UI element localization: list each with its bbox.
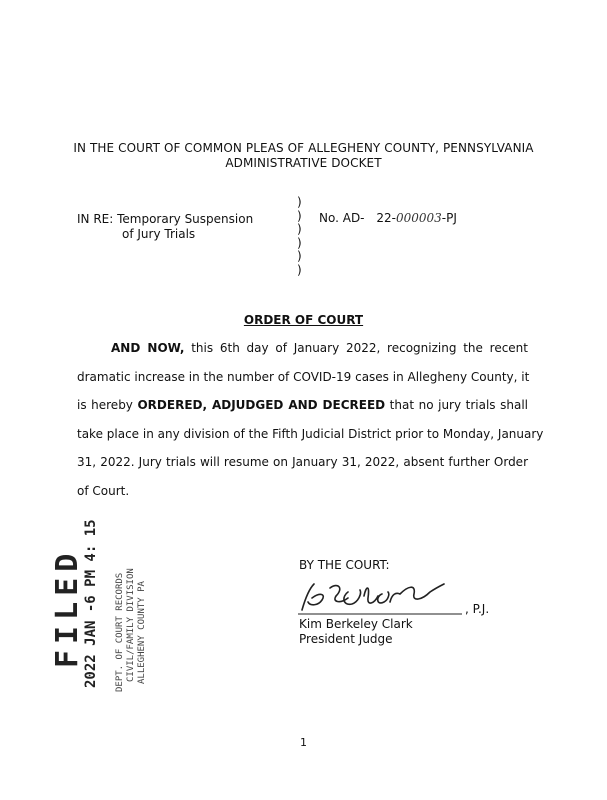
judge-signature	[292, 574, 477, 618]
dept-division: CIVIL/FAMILY DIVISION	[126, 568, 136, 682]
caption-paren: )	[297, 222, 302, 237]
caption-paren: )	[297, 235, 302, 250]
docket-handwritten-number: 000003	[395, 211, 442, 225]
docket-suffix: -PJ	[441, 211, 457, 225]
order-line-5: 31, 2022. Jury trials will resume on January 31, 2022, absent further Order	[77, 455, 528, 469]
docket-type-line: ADMINISTRATIVE DOCKET	[225, 156, 382, 170]
order-line-3	[77, 398, 528, 412]
caption-paren: )	[297, 208, 302, 223]
signature-stroke	[302, 584, 444, 610]
judge-name: Kim Berkeley Clark	[299, 617, 413, 631]
dept-court-records: DEPT. OF COURT RECORDS	[115, 572, 125, 692]
caption-paren: )	[297, 249, 302, 264]
order-line-3-post: that no jury trials shall	[385, 398, 529, 412]
docket-prefix: 22-	[376, 211, 396, 225]
page-number: 1	[300, 736, 307, 749]
filed-date-time: 2022 JAN -6 PM 4: 15	[83, 519, 99, 688]
docket-label: No. AD-	[319, 211, 365, 225]
caption-paren: )	[297, 195, 302, 209]
order-line-4: take place in any division of the Fifth Judicial District prior to Monday, January	[77, 427, 544, 441]
docket-number	[319, 211, 457, 226]
and-now-bold: AND NOW,	[111, 341, 185, 355]
by-the-court-label: BY THE COURT:	[299, 558, 390, 572]
order-line-2: dramatic increase in the number of COVID-19 cases in Allegheny County, it	[77, 370, 530, 384]
court-name-line: IN THE COURT OF COMMON PLEAS OF ALLEGHENY COUNTY, PENNSYLVANIA	[73, 141, 534, 155]
judge-title: President Judge	[299, 632, 393, 646]
order-title: ORDER OF COURT	[243, 313, 364, 327]
caption-parentheses	[297, 196, 302, 278]
dept-county: ALLEGHENY COUNTY PA	[137, 581, 147, 684]
order-line-3-pre: is hereby	[77, 398, 138, 412]
order-line-1-text: this 6th day of January 2022, recognizing the recent	[184, 341, 528, 355]
filed-stamp: FILED	[50, 547, 85, 668]
case-caption-line2: of Jury Trials	[122, 227, 196, 241]
pj-suffix: , P.J.	[465, 602, 490, 616]
case-caption-line1: IN RE: Temporary Suspension	[77, 212, 254, 226]
caption-paren: )	[297, 262, 302, 277]
order-line-6: of Court.	[77, 484, 130, 498]
decree-bold: ORDERED, ADJUDGED AND DECREED	[137, 398, 386, 412]
order-line-1	[111, 341, 528, 355]
